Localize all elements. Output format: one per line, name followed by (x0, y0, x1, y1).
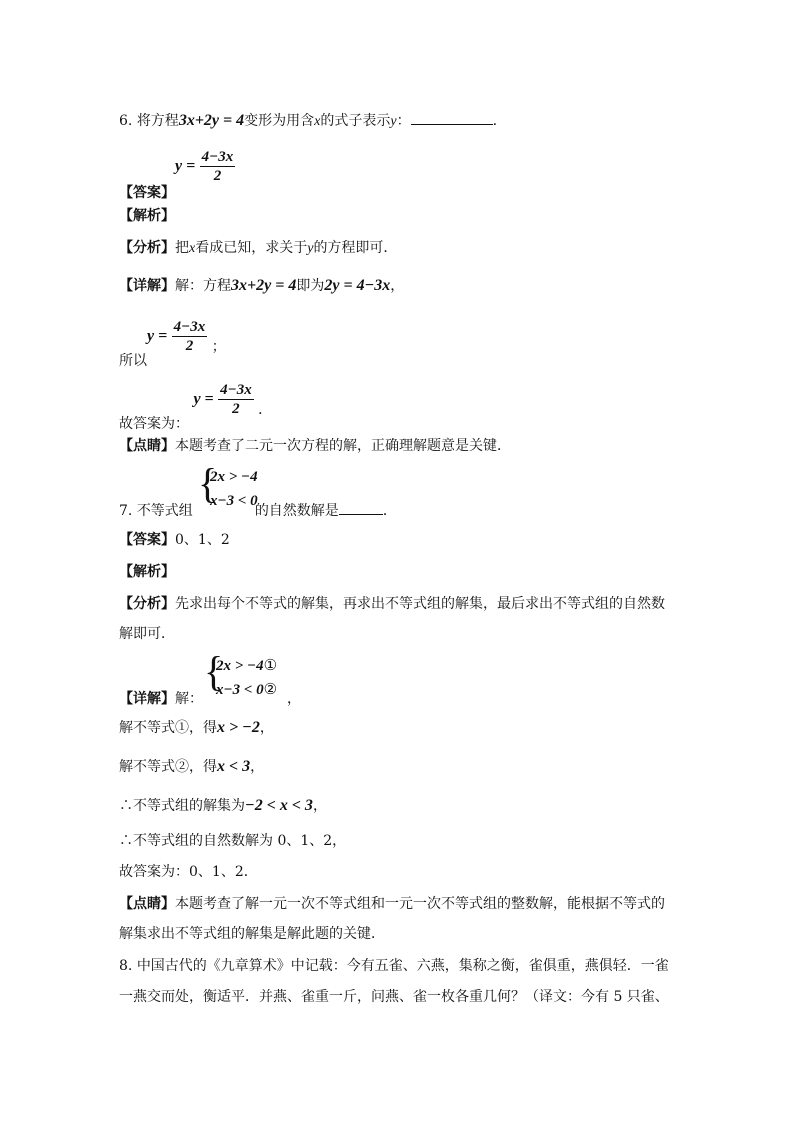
q7-detail-system: { 2x > −4① x−3 < 0② (204, 647, 278, 698)
q6-suoyi: 所以y = $\frac{4-3x}{2}$ ； (119, 319, 226, 369)
q7-detail: 【详解】解： ， (119, 691, 301, 707)
q7-step4: ∴不等式组的自然数解为 0、1、2， (119, 833, 347, 849)
q7-step3: ∴不等式组的解集为−2 < x < 3， (119, 797, 327, 814)
q7-analysis-label: 【解析】 (119, 564, 175, 580)
q8-line-2: 一燕交而处，衡适平．并燕、雀重一斤，问燕、雀一枚各重几何？（译文：今有 5 只雀、 (119, 989, 669, 1005)
q6-gu: 故答案为： y = $\frac{4-3x}{2}$ ． (119, 382, 273, 432)
q7-fenxi-1: 【分析】先求出每个不等式的解集，再求出不等式组的解集，最后求出不等式组的自然数 (119, 596, 665, 612)
answer-blank (411, 112, 493, 125)
left-brace: { (204, 647, 224, 696)
q7-dianjing-1: 【点睛】本题考查了解一元一次不等式组和一元一次不等式组的整数解，能根据不等式的 (119, 896, 665, 912)
q6-fenxi: 【分析】把x看成已知，求关于y的方程即可． (119, 240, 398, 256)
q6-answer: 【答案】y = $\frac{4-3x}{2}$ (119, 149, 234, 201)
q7-dianjing-2: 解集求出不等式组的解集是解此题的关键． (119, 926, 385, 942)
left-brace: { (198, 459, 218, 508)
q6-detail: 【详解】解：方程3x+2y = 4即为2y = 4−3x， (119, 277, 405, 294)
q6-equation: 3x+2y = 4 (178, 112, 245, 129)
q8-line-1: 8. 中国古代的《九章算术》中记载：今有五雀、六燕，集称之衡，雀俱重，燕俱轻．一雀 (119, 958, 669, 974)
q7-inequality-system: { 2x > −4 x−3 < 0 (198, 459, 258, 509)
q7-step2: 解不等式②，得x < 3， (119, 758, 265, 775)
q7-step5: 故答案为：0、1、2． (119, 864, 258, 880)
q6-stem: 6. 将方程3x+2y = 4变形为用含x的式子表示y： . (119, 112, 498, 129)
q7-step1: 解不等式①，得x > −2， (119, 719, 274, 736)
q6-dianjing: 【点睛】本题考查了二元一次方程的解，正确理解题意是关键． (119, 438, 511, 454)
q7-answer: 【答案】0、1、2 (119, 532, 230, 548)
q7-stem: 7. 不等式组 的自然数解是 ． (119, 503, 397, 519)
q7-fenxi-2: 解即可． (119, 626, 175, 642)
answer-blank (339, 502, 383, 515)
q6-answer-fraction: $\frac{4-3x}{2}$ (201, 149, 234, 184)
q6-analysis-label: 【解析】 (119, 208, 175, 224)
